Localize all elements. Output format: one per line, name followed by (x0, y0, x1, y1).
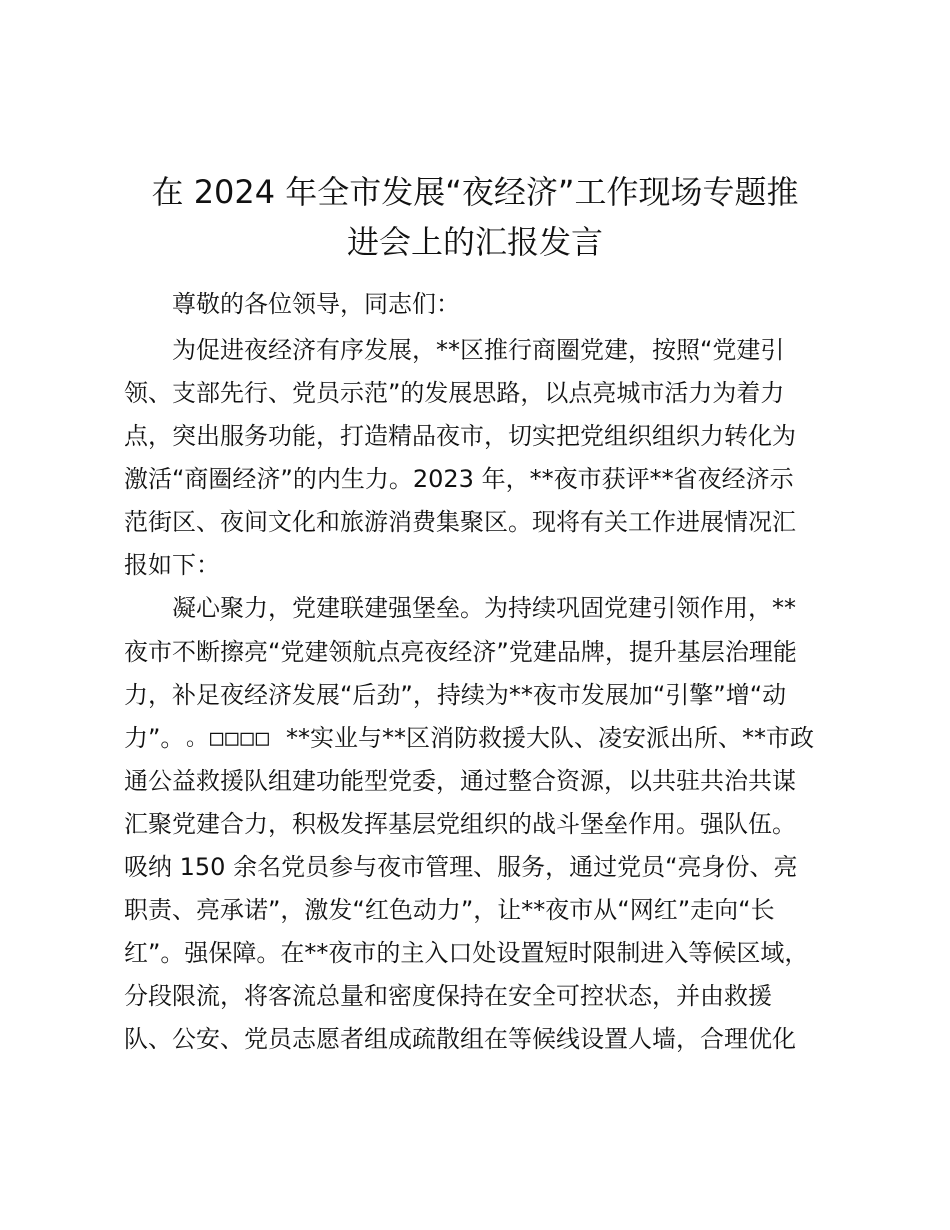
document-title-line-2: 进会上的汇报发言 (346, 223, 603, 261)
paragraph-line: 队、公安、党员志愿者组成疏散组在等候线设置人墙，合理优化 (124, 1025, 796, 1053)
paragraph-line: 力”。 (124, 724, 185, 752)
paragraph-line: 凝心聚力，党建联建强堡垒。为持续巩固党建引领作用，** (172, 594, 796, 622)
salutation: 尊敬的各位领导，同志们： (172, 290, 460, 318)
document-title-line-1: 在 2024 年全市发展“夜经济”工作现场专题推 (151, 173, 799, 211)
missing-glyph-boxes: 。□□□□ (186, 726, 271, 751)
paragraph-line: 夜市不断擦亮“党建领航点亮夜经济”党建品牌，提升基层治理能 (124, 638, 797, 666)
paragraph-line: 范街区、夜间文化和旅游消费集聚区。现将有关工作进展情况汇 (124, 508, 796, 536)
paragraph-line: 职责、亮承诺”，激发“红色动力”，让**夜市从“网红”走向“长 (124, 896, 775, 924)
paragraph-line: **实业与**区消防救援大队、凌安派出所、**市政 (286, 724, 814, 752)
paragraph-line: 领、支部先行、党员示范”的发展思路，以点亮城市活力为着力 (124, 379, 785, 407)
paragraph-line: 报如下： (124, 551, 220, 579)
paragraph-line: 汇聚党建合力，积极发挥基层党组织的战斗堡垒作用。强队伍。 (124, 810, 796, 838)
paragraph-line: 为促进夜经济有序发展，**区推行商圈党建，按照“党建引 (172, 336, 785, 364)
paragraph-line: 红”。强保障。在**夜市的主入口处设置短时限制进入等候区域， (124, 939, 809, 967)
paragraph-line: 点，突出服务功能，打造精品夜市，切实把党组织组织力转化为 (124, 422, 796, 450)
paragraph-line: 通公益救援队组建功能型党委，通过整合资源，以共驻共治共谋 (124, 767, 796, 795)
paragraph-line: 力，补足夜经济发展“后劲”，持续为**夜市发展加“引擎”增“动 (124, 681, 787, 709)
paragraph-line: 吸纳 150 余名党员参与夜市管理、服务，通过党员“亮身份、亮 (124, 853, 798, 881)
paragraph-line: 激活“商圈经济”的内生力。2023 年，**夜市获评**省夜经济示 (124, 465, 794, 493)
paragraph-line: 分段限流，将客流总量和密度保持在安全可控状态，并由救援 (124, 982, 772, 1010)
